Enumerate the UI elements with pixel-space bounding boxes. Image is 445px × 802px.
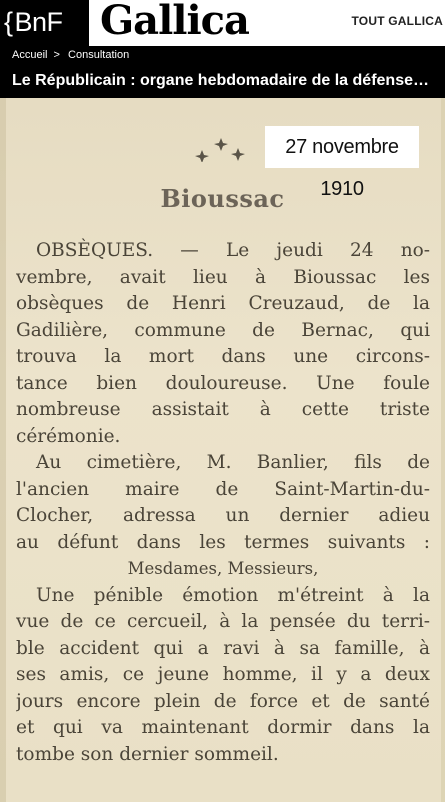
document-title: Le Républicain : organe hebdomadaire de la défense… (0, 64, 445, 98)
article-line: OBSÈQUES. — Le jeudi 24 no- (36, 240, 430, 261)
article-line: Clocher, adressa un dernier adieu (16, 505, 430, 526)
bnf-logo[interactable] (0, 0, 89, 46)
bnf-brace: { (4, 7, 13, 37)
article-line: l'ancien maire de Saint-Martin-du- (16, 478, 430, 500)
article-line: jours encore plein de force et de santé (16, 690, 430, 712)
article-line: Mesdames, Messieurs, (127, 559, 319, 578)
article-line: vembre, avait lieu à Bioussac les (16, 266, 430, 288)
all-gallica-link[interactable]: TOUT GALLICA (351, 14, 443, 28)
top-header (0, 0, 445, 46)
stars-ornament-icon (192, 132, 252, 162)
document-viewer[interactable] (0, 98, 445, 802)
article-line: ble accident qui a ravi à sa famille, à (16, 637, 430, 659)
breadcrumb (0, 46, 445, 64)
article-line: vue de ce cercueil, à la pensée du terri- (16, 611, 430, 632)
article-body (16, 238, 430, 768)
breadcrumb-separator: > (53, 49, 60, 61)
article-line: Gadilière, commune de Bernac, qui (16, 319, 430, 341)
issue-date-label: 27 novembre 1910 (265, 126, 419, 168)
article-line: au défunt dans les termes suivants : (16, 531, 430, 553)
article-line: et qui va maintenant dormir dans la (16, 717, 430, 738)
article-line: Au cimetière, M. Banlier, fils de (36, 452, 430, 473)
article-line: ses amis, ce jeune homme, il y a deux (16, 664, 430, 685)
article-line: Une pénible émotion m'étreint à la (36, 584, 430, 606)
article-line: cérémonie. (16, 425, 121, 447)
breadcrumb-current: Consultation (68, 49, 130, 61)
article-line: obsèques de Henri Creuzaud, de la (16, 293, 430, 314)
gallica-logo[interactable]: Gallica (100, 0, 249, 44)
article-line: tombe son dernier sommeil. (16, 743, 279, 765)
article-line: nombreuse assistait à cette triste (16, 399, 430, 420)
article-line: tance bien douloureuse. Une foule (16, 372, 430, 394)
breadcrumb-home-link[interactable]: Accueil (12, 49, 48, 61)
article-line: trouva la mort dans une circons- (16, 346, 430, 367)
article-heading: Bioussac (160, 184, 285, 213)
bnf-logo-text: BnF (14, 7, 63, 37)
